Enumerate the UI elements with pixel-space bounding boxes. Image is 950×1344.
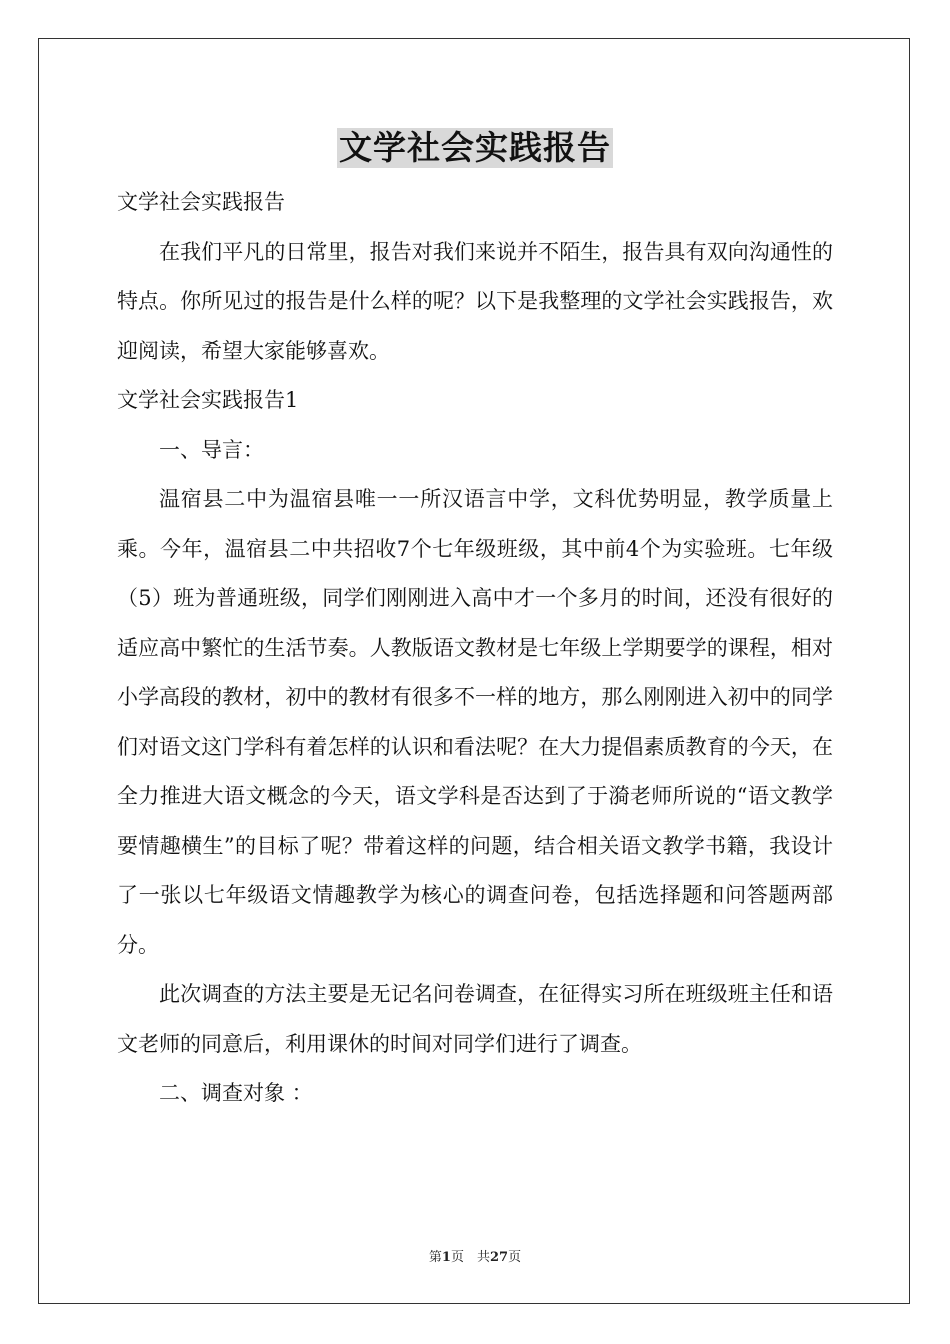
paragraph: 此次调查的方法主要是无记名问卷调查，在征得实习所在班级班主任和语文老师的同意后，利用课休的时间对同学们进行了调查。 xyxy=(117,982,833,1056)
document-title: 文学社会实践报告 xyxy=(339,128,611,167)
footer-total-pages: 27 xyxy=(489,1250,509,1265)
paragraph: 文学社会实践报告 xyxy=(117,190,285,214)
title-container xyxy=(0,128,950,168)
footer-suffix: 页 xyxy=(508,1250,522,1265)
page-footer xyxy=(0,1246,950,1265)
document-body xyxy=(117,178,833,1119)
paragraph: 在我们平凡的日常里，报告对我们来说并不陌生，报告具有双向沟通性的特点。你所见过的报告是什么样的呢？以下是我整理的文学社会实践报告，欢迎阅读，希望大家能够喜欢。 xyxy=(117,239,833,363)
paragraph: 二、调查对象 ： xyxy=(159,1081,313,1105)
footer-prefix: 第 xyxy=(428,1250,442,1265)
paragraph: 一、导言： xyxy=(159,437,264,462)
paragraph: 温宿县二中为温宿县唯一一所汉语言中学，文科优势明显，教学质量上乘。今年，温宿县二中共招收7个七年级班级，其中前4个为实验班。七年级（5）班为普通班级，同学们刚刚进入高中才一个多月的时间，还没有很好的适应高中繁忙的生活节奏。人教版语文教材是七年级上学期要学的课程，相对小学高段的教材，初中的教材有很多不一样的地方，那么刚刚进入初中的同学们对语文这门学科有着怎样的认识和看法呢？在大力提倡素质教育的今天，在全力推进大语文概念的今天，语文学科是否达到了于漪老师所说的“语文教学要情趣横生”的目标了呢？带着这样的问题，结合相关语文教学书籍，我设计了一张以七年级语文情趣教学为核心的调查问卷，包括选择题和问答题两部分。 xyxy=(117,487,833,957)
footer-mid: 页 共 xyxy=(450,1250,490,1265)
paragraph: 文学社会实践报告1 xyxy=(117,388,299,412)
footer-current-page: 1 xyxy=(441,1250,451,1265)
